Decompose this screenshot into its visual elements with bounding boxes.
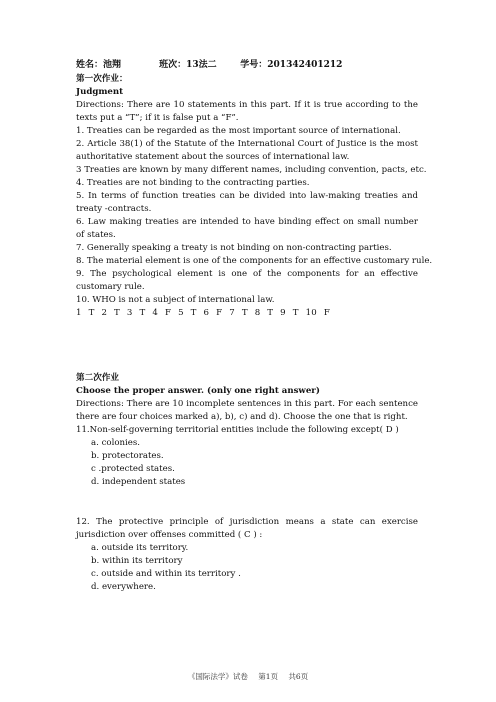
judgment-item: 6. Law making treaties are intended to have binding effect on small number of states. <box>76 217 418 240</box>
question-11: 11.Non-self-governing territorial entities include the following except( D ) <box>76 425 399 435</box>
judgment-item: 9. The psychological element is one of the components for an effective customary rule. <box>76 269 418 292</box>
student-name: 姓名：池翔 <box>76 60 122 70</box>
answer-key: 1 T 2 T 3 T 4 F 5 T 6 F 7 T 8 T 9 T 10 F <box>76 308 331 318</box>
judgment-item: 10. WHO is not a subject of international law. <box>76 295 275 305</box>
option: a. colonies. <box>91 438 141 448</box>
option: d. everywhere. <box>91 582 156 592</box>
hw1-section-title: Judgment <box>76 87 124 97</box>
footer-page-number: 第1页 <box>258 672 278 681</box>
judgment-item: 1. Treaties can be regarded as the most important source of international. <box>76 126 401 136</box>
option: a. outside its territory. <box>91 543 189 553</box>
judgment-item: 8. The material element is one of the components for an effective customary rule. <box>76 256 433 266</box>
page-footer <box>0 671 496 682</box>
judgment-item: 3 Treaties are known by many different names, including convention, pacts, etc. <box>76 165 427 175</box>
hw1-title: 第一次作业： <box>76 74 128 84</box>
student-class: 班次：13法二 <box>159 60 217 70</box>
question-12: 12. The protective principle of jurisdiction means a state can exercise jurisdiction over offenses committed ( C ) : <box>76 517 418 540</box>
judgment-item: 2. Article 38(1) of the Statute of the International Court of Justice is the most authoritative statement about the sources of international law. <box>76 139 418 162</box>
judgment-item: 4. Treaties are not binding to the contracting parties. <box>76 178 310 188</box>
footer-title: 《国际法学》试卷 <box>187 672 248 681</box>
hw1-directions: Directions: There are 10 statements in this part. If it is true according to the texts put a “T”; if it is false put a “F”. <box>76 100 418 123</box>
hw2-title: 第二次作业 <box>76 373 119 383</box>
judgment-item: 5. In terms of function treaties can be divided into law-making treaties and treaty -contracts. <box>76 191 418 214</box>
option: c. outside and within its territory . <box>91 569 241 579</box>
hw2-section-title: Choose the proper answer. (only one right answer) <box>76 386 320 396</box>
option: b. protectorates. <box>91 451 164 461</box>
option: b. within its territory <box>91 556 183 566</box>
student-id: 学号：201342401212 <box>240 60 343 70</box>
footer-total-pages: 共6页 <box>288 672 309 681</box>
option: c .protected states. <box>91 464 175 474</box>
hw2-directions: Directions: There are 10 incomplete sentences in this part. For each sentence there are four choices marked a), b), c) and d). Choose the one that is right. <box>76 399 418 422</box>
student-header <box>76 59 418 72</box>
option: d. independent states <box>91 477 186 487</box>
judgment-item: 7. Generally speaking a treaty is not binding on non-contracting parties. <box>76 243 392 253</box>
